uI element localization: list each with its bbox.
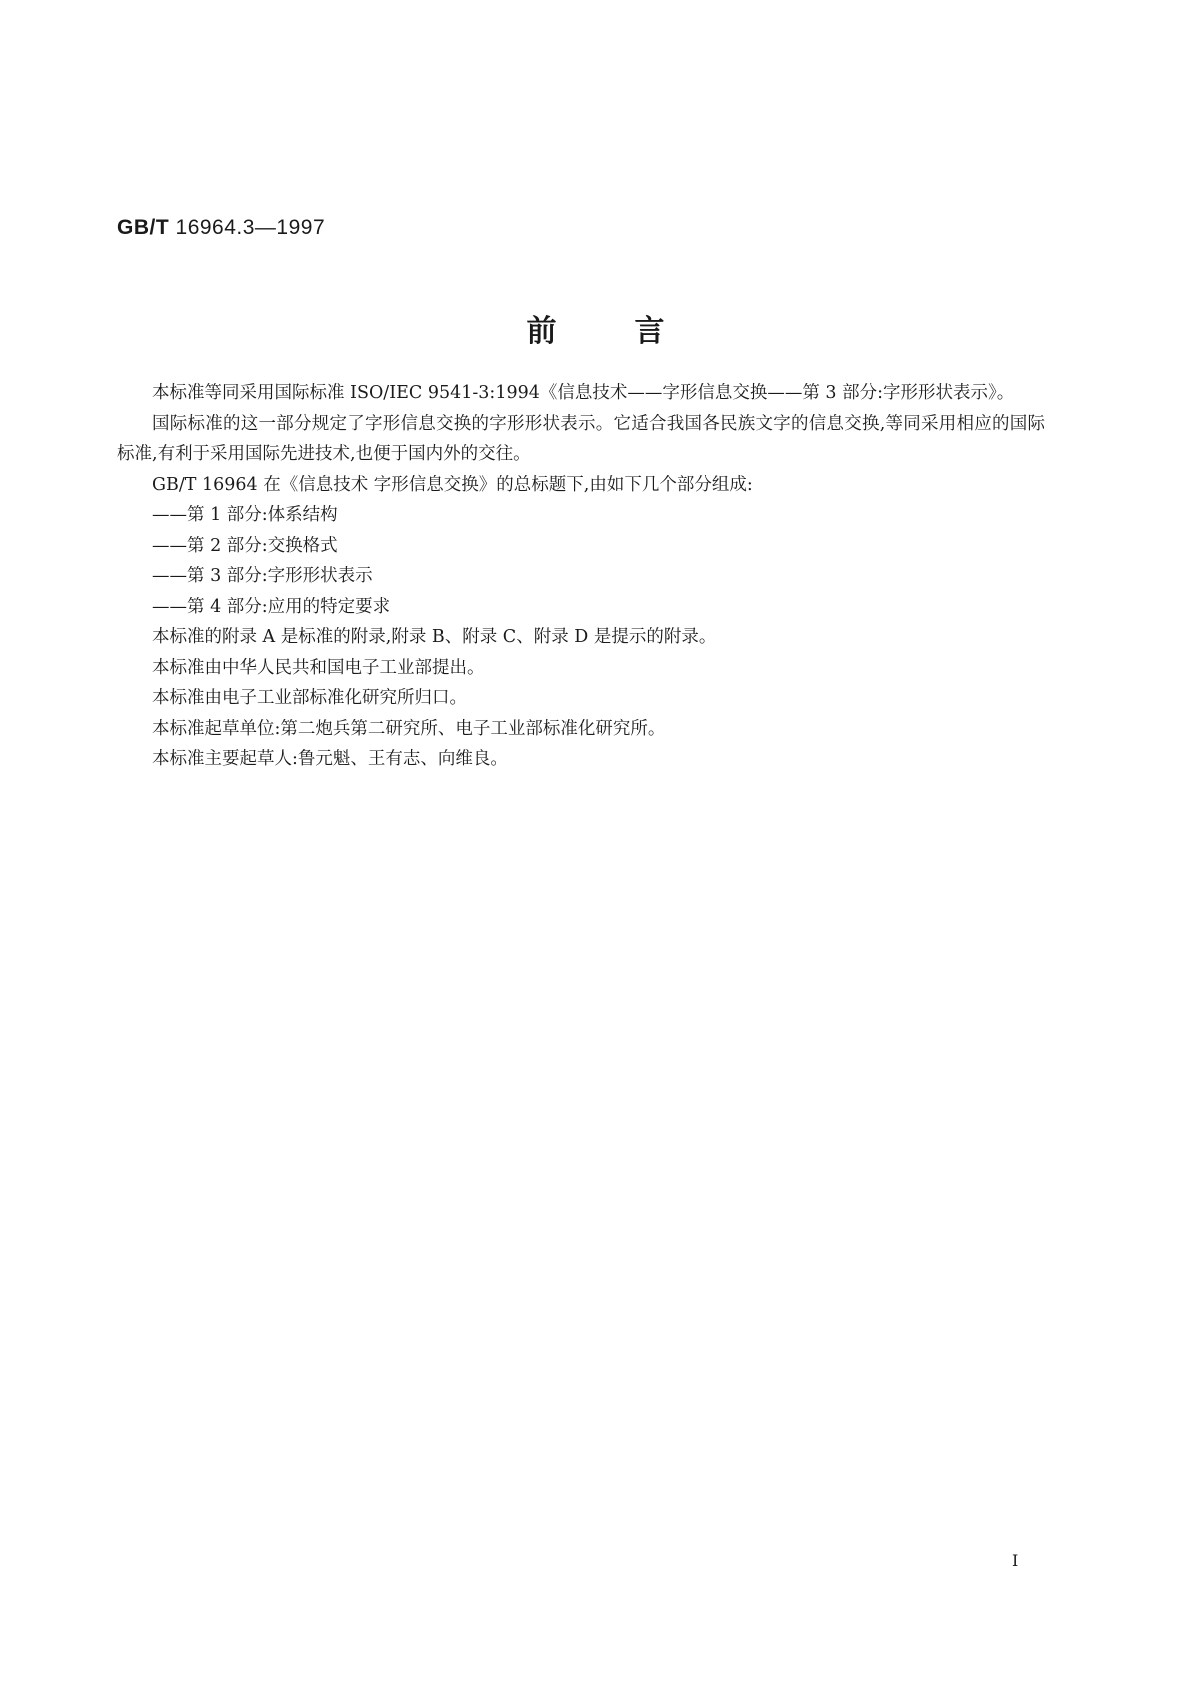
foreword-body	[117, 378, 1045, 775]
list-item-part-3: ——第 3 部分:字形形状表示	[152, 566, 373, 586]
list-item-part-1: ——第 1 部分:体系结构	[152, 505, 338, 525]
paragraph-parts-intro: GB/T 16964 在《信息技术 字形信息交换》的总标题下,由如下几个部分组成:	[152, 474, 753, 495]
paragraph-administrator: 本标准由电子工业部标准化研究所归口。	[152, 688, 467, 708]
list-item-part-4: ——第 4 部分:应用的特定要求	[152, 596, 391, 617]
standard-number: 16964.3—1997	[175, 216, 326, 239]
paragraph-drafters: 本标准主要起草人:鲁元魁、王有志、向维良。	[152, 749, 508, 769]
paragraph-proposer: 本标准由中华人民共和国电子工业部提出。	[152, 657, 485, 678]
standard-code	[117, 216, 325, 240]
paragraph-appendices: 本标准的附录 A 是标准的附录,附录 B、附录 C、附录 D 是提示的附录。	[152, 627, 717, 647]
page-title: 前言	[526, 314, 743, 349]
paragraph-scope: 国际标准的这一部分规定了字形信息交换的字形形状表示。它适合我国各民族文字的信息交换,等同采用相应的国际标准,有利于采用国际先进技术,也便于国内外的交往。	[117, 413, 1045, 464]
standard-prefix: GB/T	[117, 216, 170, 239]
page-number: I	[1012, 1551, 1019, 1570]
paragraph-adoption: 本标准等同采用国际标准 ISO/IEC 9541-3:1994《信息技术——字形信息交换——第 3 部分:字形形状表示》。	[152, 383, 1015, 403]
list-item-part-2: ——第 2 部分:交换格式	[152, 535, 338, 556]
paragraph-drafting-units: 本标准起草单位:第二炮兵第二研究所、电子工业部标准化研究所。	[152, 718, 666, 739]
